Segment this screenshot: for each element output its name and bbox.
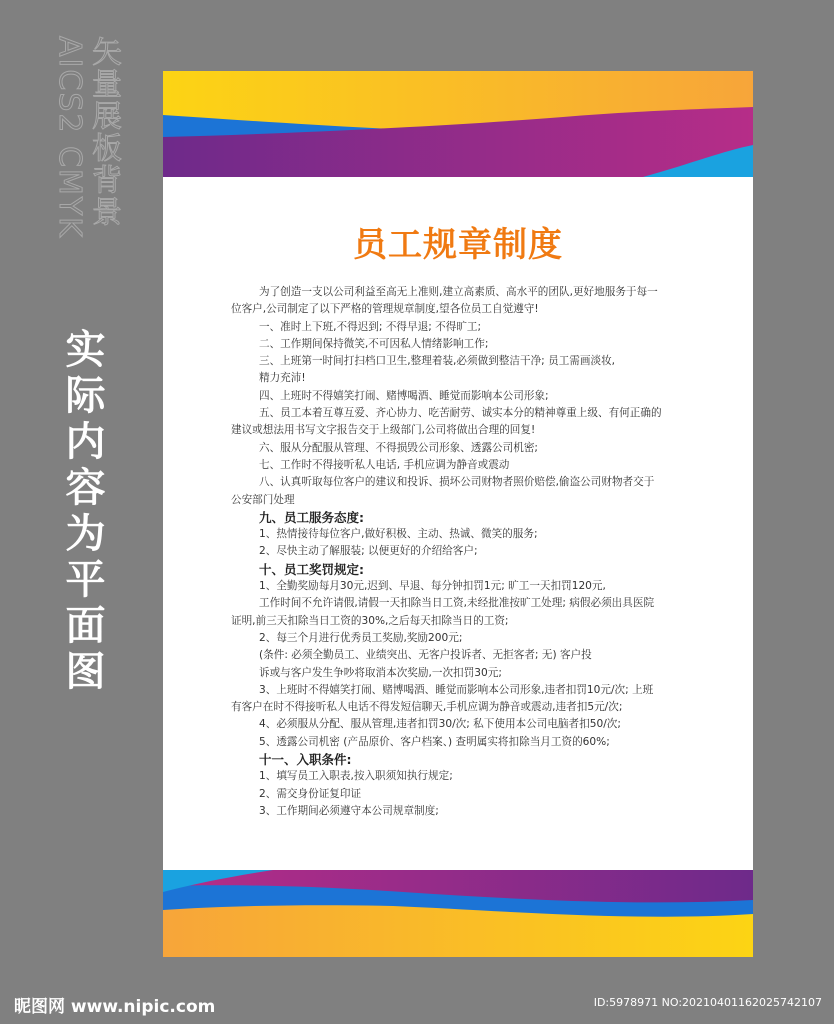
- regulation-line: 五、员工本着互尊互爱、齐心协力、吃苦耐劳、诚实本分的精神尊重上级、有何正确的: [259, 407, 662, 420]
- regulation-line: 八、认真听取每位客户的建议和投诉、损坏公司财物者照价赔偿,偷盗公司财物者交于: [259, 476, 655, 489]
- section-heading: 九、员工服务态度:: [259, 509, 364, 525]
- regulation-line: 建议或想法用书写文字报告交于上级部门,公司将做出合理的回复!: [231, 424, 536, 437]
- regulation-line: 1、填写员工入职表,按入职须知执行规定;: [259, 770, 453, 783]
- regulation-line: 3、工作期间必须遵守本公司规章制度;: [259, 804, 439, 817]
- regulation-line: 三、上班第一时间打扫档口卫生,整理着装,必须做到整洁干净; 员工需画淡妆,: [259, 355, 616, 368]
- regulation-line: 诉或与客户发生争吵将取消本次奖励,一次扣罚30元;: [259, 666, 502, 679]
- regulation-line: 有客户在时不得接听私人电话不得发短信聊天,手机应调为静音或震动,违者扣5元/次;: [231, 701, 623, 714]
- section-heading: 十一、入职条件:: [259, 752, 352, 768]
- side-caption-vector-board: [52, 36, 120, 239]
- site-watermark-logo: 昵图网 www.nipic.com: [14, 997, 216, 1017]
- regulation-line: 2、尽快主动了解服装; 以便更好的介绍给客户;: [259, 545, 478, 558]
- regulation-line: 二、工作期间保持微笑,不可因私人情绪影响工作;: [259, 337, 489, 350]
- top-decorative-band: [163, 71, 753, 177]
- side-caption-line2: AICS2 CMYK: [52, 36, 87, 239]
- regulation-line: 七、工作时不得接听私人电话, 手机应调为静音或震动: [259, 458, 510, 471]
- regulations-body: [231, 284, 741, 820]
- regulation-line: 1、热情接待每位客户,做好积极、主动、热诚、微笑的服务;: [259, 528, 538, 541]
- regulation-line: 一、准时上下班,不得迟到; 不得早退; 不得旷工;: [259, 320, 482, 333]
- regulation-line: 为了创造一支以公司利益至高无上准则,建立高素质、高水平的团队,更好地服务于每一: [259, 286, 658, 298]
- regulation-line: 精力充沛!: [259, 372, 306, 385]
- regulation-line: 2、每三个月进行优秀员工奖励,奖励200元;: [259, 631, 463, 644]
- regulation-line: 3、上班时不得嬉笑打闹、赌博喝酒、睡觉而影响本公司形象,违者扣罚10元/次; 上班: [259, 683, 654, 696]
- regulation-line: 证明,前三天扣除当日工资的30%,之后每天扣除当日的工资;: [231, 614, 509, 627]
- page-title: 员工规章制度: [353, 225, 563, 265]
- regulation-line: 4、必须服从分配、服从管理,违者扣罚30/次; 私下使用本公司电脑者扣50/次;: [259, 718, 621, 731]
- regulation-line: 位客户,公司制定了以下严格的管理规章制度,望各位员工自觉遵守!: [231, 303, 539, 316]
- side-note: 实际内容为平面图: [59, 328, 105, 696]
- regulation-line: 六、服从分配服从管理、不得损毁公司形象、透露公司机密;: [259, 441, 539, 454]
- regulation-line: 工作时间不允许请假,请假一天扣除当日工资,未经批准按旷工处理; 病假必须出具医院: [259, 597, 655, 610]
- bottom-decorative-band: [163, 870, 753, 957]
- regulation-line: 四、上班时不得嬉笑打闹、赌博喝酒、睡觉而影响本公司形象;: [259, 389, 549, 402]
- regulation-line: 5、透露公司机密 (产品原价、客户档案、) 查明属实将扣除当月工资的60%;: [259, 735, 610, 748]
- regulation-line: (条件: 必须全勤员工、业绩突出、无客户投诉者、无拒客者; 无) 客户投: [259, 649, 592, 662]
- regulation-line: 2、需交身份证复印证: [259, 787, 362, 800]
- regulation-line: 公安部门处理: [231, 493, 295, 506]
- regulation-line: 1、全勤奖励每月30元,迟到、早退、每分钟扣罚1元; 旷工一天扣罚120元,: [259, 580, 606, 593]
- notice-board: [163, 71, 753, 957]
- section-heading: 十、员工奖罚规定:: [259, 561, 364, 577]
- image-id-label: ID:5978971 NO:20210401162025742107: [593, 996, 822, 1009]
- side-caption-line1: 矢量展板背景: [86, 36, 121, 228]
